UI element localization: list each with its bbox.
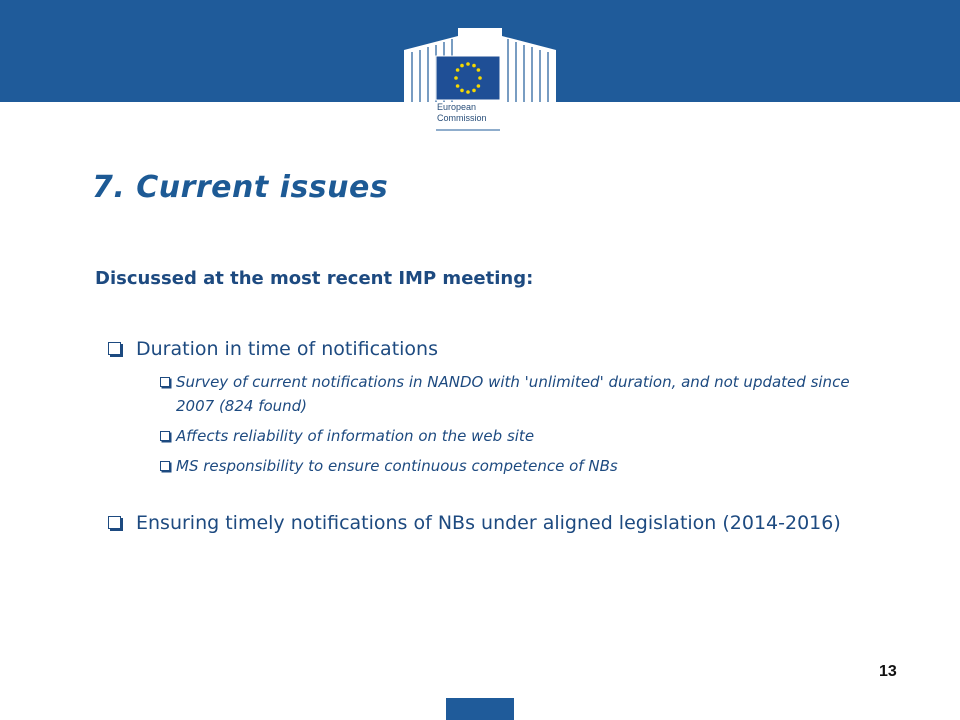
bullet-list: [108, 336, 908, 536]
checkbox-bullet-icon: [108, 516, 121, 529]
slide-title: 7. Current issues: [92, 170, 389, 205]
sub-bullet-text: Affects reliability of information on the web site: [176, 427, 535, 445]
logo-text-line1: European: [437, 102, 477, 112]
page-number: 13: [879, 663, 897, 680]
checkbox-bullet-icon: [160, 461, 170, 471]
slide-subtitle: Discussed at the most recent IMP meeting:: [95, 268, 534, 289]
sub-bullet-item: [108, 424, 868, 448]
bullet-item: [108, 510, 908, 536]
bullet-item: [108, 336, 908, 362]
checkbox-bullet-icon: [160, 431, 170, 441]
checkbox-bullet-icon: [160, 377, 170, 387]
logo-text-line2: Commission: [437, 113, 487, 123]
bullet-text: Duration in time of notifications: [136, 338, 438, 360]
logo-text: [437, 102, 487, 124]
bullet-text: Ensuring timely notifications of NBs under aligned legislation (2014-2016): [136, 512, 841, 534]
checkbox-bullet-icon: [108, 342, 121, 355]
sub-bullet-list: [108, 370, 908, 478]
sub-bullet-item: [108, 454, 868, 478]
footer-flag-band: [446, 698, 514, 720]
sub-bullet-text: MS responsibility to ensure continuous competence of NBs: [176, 457, 618, 475]
sub-bullet-item: [108, 370, 868, 418]
sub-bullet-text: Survey of current notifications in NANDO with 'unlimited' duration, and not updated since 2007 (824 found): [176, 373, 850, 415]
